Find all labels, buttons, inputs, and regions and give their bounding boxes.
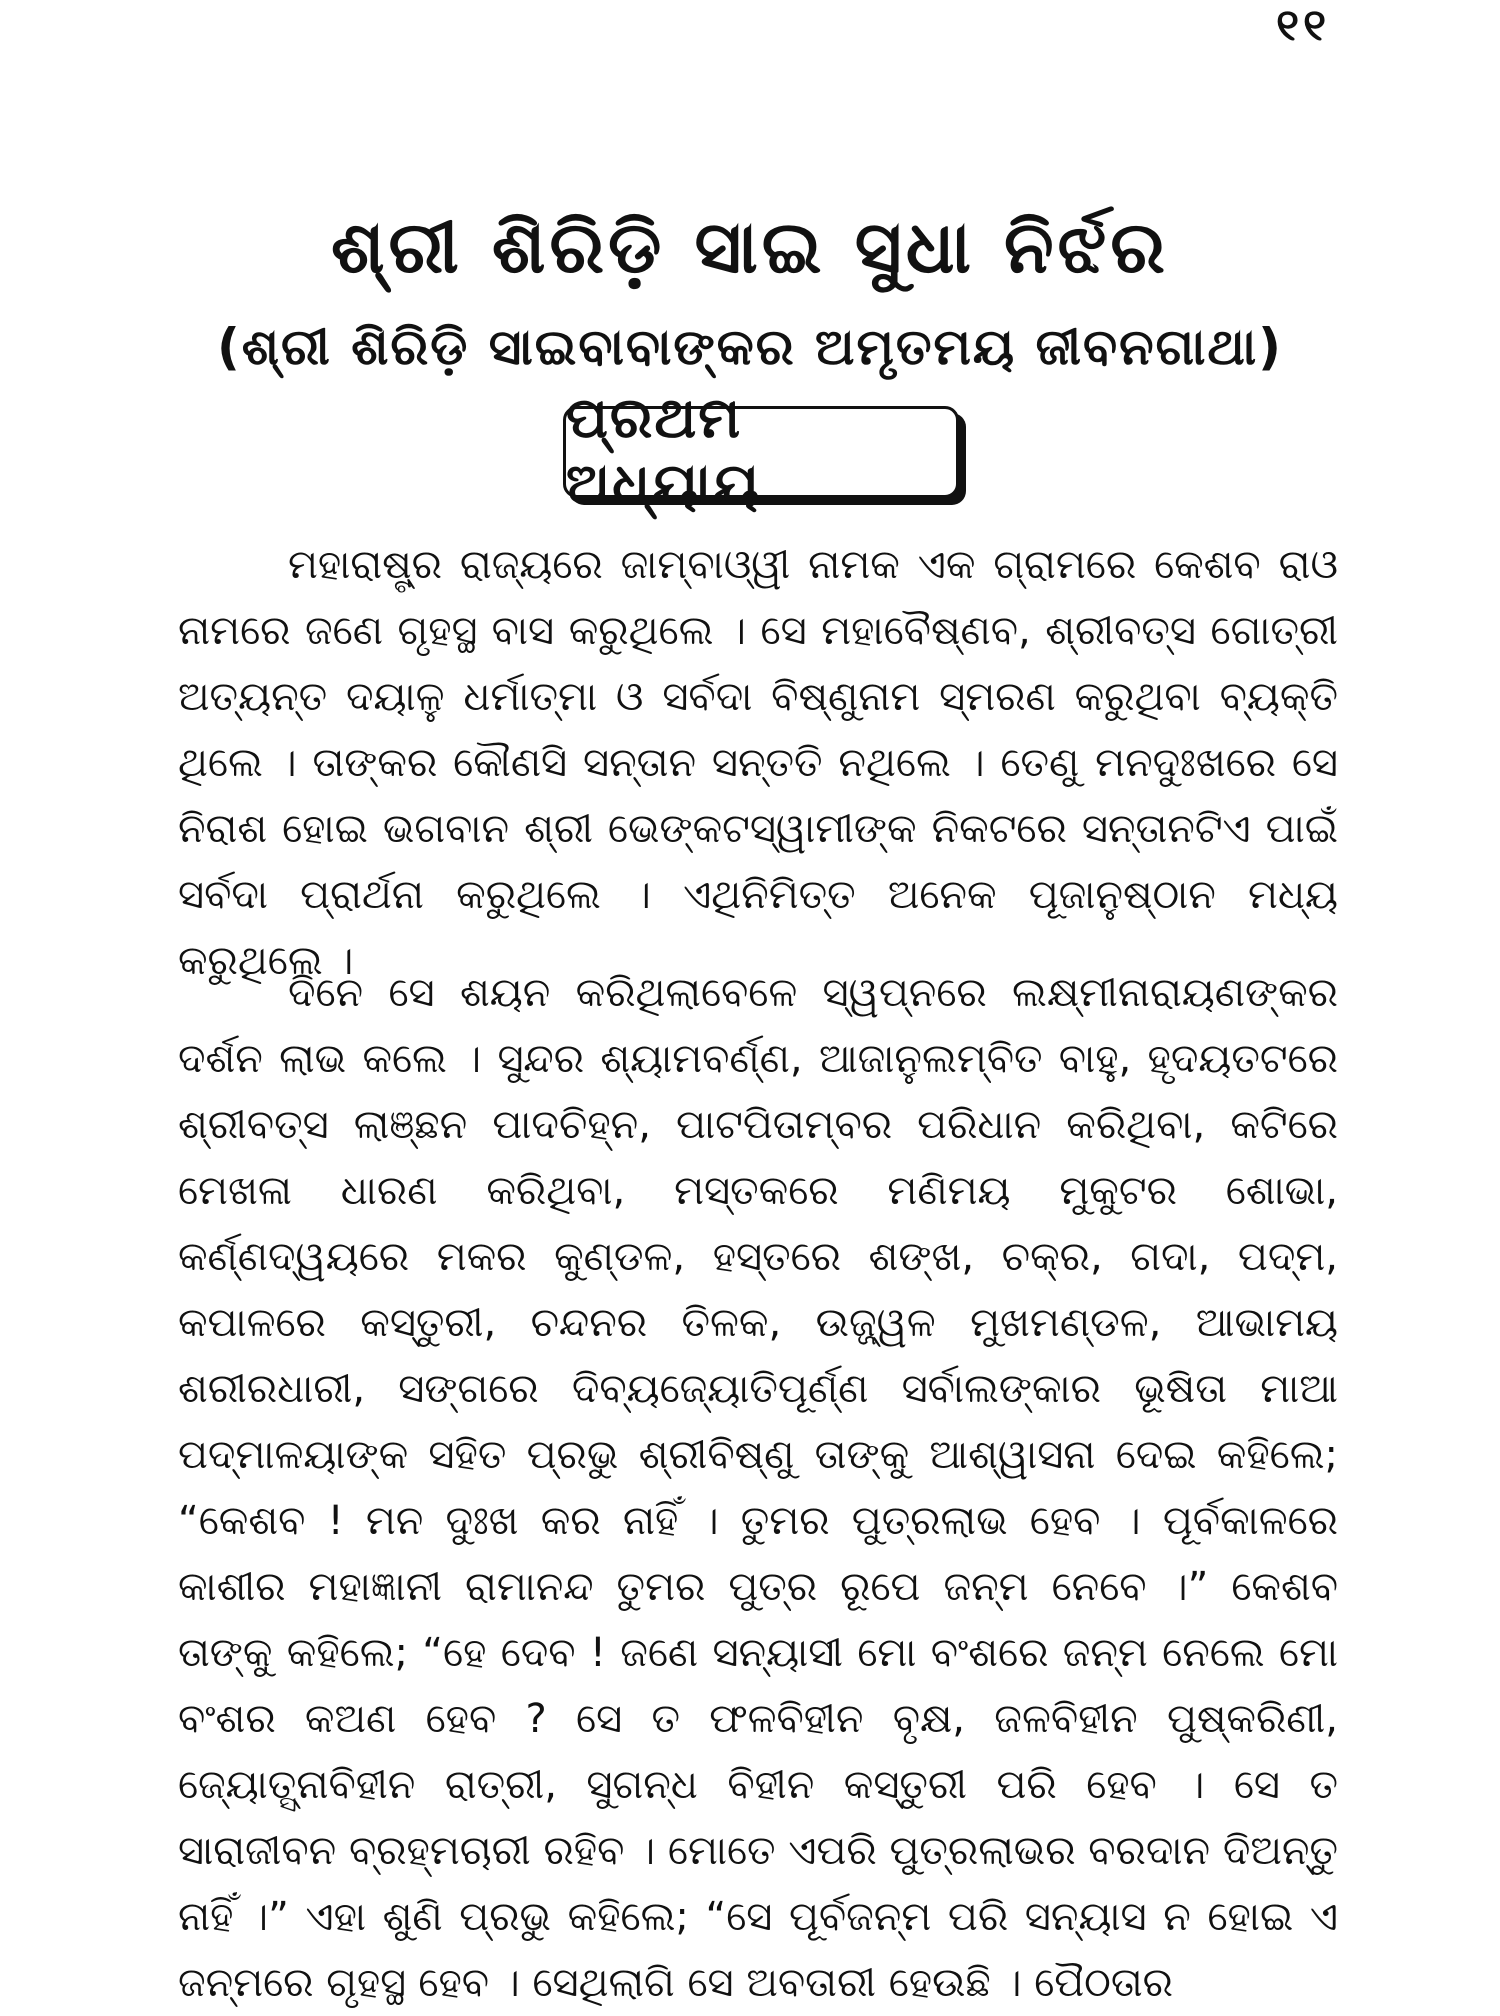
chapter-heading-box <box>563 386 959 517</box>
chapter-heading: ପ୍ରଥମ ଅଧ୍ୟାୟ <box>566 386 762 517</box>
book-title: ଶ୍ରୀ ଶିରିଡ଼ି ସାଇ ସୁଧା ନିର୍ଝର <box>330 205 1170 289</box>
paragraph-1: ମହାରାଷ୍ଟ୍ର ରାଜ୍ୟରେ ଜାମ୍‌ବାଓ୍ୱୀ ନାମକ ଏକ ଗ୍ରାମରେ କେଶବ ରାଓ ନାମରେ ଜଣେ ଗୃହସ୍ଥ ବାସ କରୁଥିଲେ । ସେ ମହାବୈଷ୍ଣବ, ଶ୍ରୀବତ୍ସ ଗୋତ୍ରୀ ଅତ୍ୟନ୍ତ ଦୟାଳୁ ଧର୍ମାତ୍ମା ଓ ସର୍ବଦା ବିଷ୍ଣୁନାମ ସ୍ମରଣ କରୁଥିବା ବ୍ୟକ୍ତି ଥିଲେ । ତାଙ୍କର କୌଣସି ସନ୍ତାନ ସନ୍ତତି ନଥିଲେ । ତେଣୁ ମନଦୁଃଖରେ ସେ ନିରାଶ ହୋଇ ଭଗବାନ ଶ୍ରୀ ଭେଙ୍କଟସ୍ୱାମୀଙ୍କ ନିକଟରେ ସନ୍ତାନଟିଏ ପାଇଁ ସର୍ବଦା ପ୍ରାର୍ଥନା କରୁଥିଲେ । ଏଥିନିମିତ୍ତ ଅନେକ ପୂଜାନୁଷ୍ଠାନ ମଧ୍ୟ କରୁଥିଲେ । <box>178 542 1338 984</box>
book-subtitle: (ଶ୍ରୀ ଶିରିଡ଼ି ସାଇବାବାଙ୍କର ଅମୃତମୟ ଜୀବନଗାଥା) <box>216 318 1284 376</box>
page-number: ୧୧ <box>1276 0 1330 51</box>
paragraph-2: ଦିନେ ସେ ଶୟନ କରିଥିଲାବେଳେ ସ୍ୱପ୍ନରେ ଲକ୍ଷ୍ମୀନାରାୟଣଙ୍କର ଦର୍ଶନ ଲାଭ କଲେ । ସୁନ୍ଦର ଶ୍ୟାମବର୍ଣ୍ଣ, ଆଜାନୁଲମ୍ବିତ ବାହୁ, ହୃଦୟତଟରେ ଶ୍ରୀବତ୍ସ ଲାଞ୍ଛନ ପାଦଚିହ୍ନ, ପାଟପିତାମ୍ବର ପରିଧାନ କରିଥିବା, କଟିରେ ମେଖଳା ଧାରଣ କରିଥିବା, ମସ୍ତକରେ ମଣିମୟ ମୁକୁଟର ଶୋଭା, କର୍ଣ୍ଣଦ୍ୱୟରେ ମକର କୁଣ୍ଡଳ, ହସ୍ତରେ ଶଙ୍ଖ, ଚକ୍ର, ଗଦା, ପଦ୍ମ, କପାଳରେ କସ୍ତୁରୀ, ଚନ୍ଦନର ତିଳକ, ଉଜ୍ଜ୍ୱଳ ମୁଖମଣ୍ଡଳ, ଆଭାମୟ ଶରୀରଧାରୀ, ସଙ୍ଗରେ ଦିବ୍ୟଜ୍ୟୋତିପୂର୍ଣ୍ଣ ସର୍ବାଲଙ୍କାର ଭୂଷିତା ମାଆ ପଦ୍ମାଳୟାଙ୍କ ସହିତ ପ୍ରଭୁ ଶ୍ରୀବିଷ୍ଣୁ ତାଙ୍କୁ ଆଶ୍ୱାସନା ଦେଇ କହିଲେ; “କେଶବ ! ମନ ଦୁଃଖ କର ନାହିଁ । ତୁମର ପୁତ୍ରଲାଭ ହେବ । ପୂର୍ବକାଳରେ କାଶୀର ମହାଜ୍ଞାନୀ ରାମାନନ୍ଦ ତୁମର ପୁତ୍ର ରୂପେ ଜନ୍ମ ନେବେ ।” କେଶବ ତାଙ୍କୁ କହିଲେ; “ହେ ଦେବ ! ଜଣେ ସନ୍ୟାସୀ ମୋ ବଂଶରେ ଜନ୍ମ ନେଲେ ମୋ ବଂଶର କଅଣ ହେବ ? ସେ ତ ଫଳବିହୀନ ବୃକ୍ଷ, ଜଳବିହୀନ ପୁଷ୍କରିଣୀ, ଜ୍ୟୋତ୍ସ୍ନାବିହୀନ ରାତ୍ରୀ, ସୁଗନ୍ଧ ବିହୀନ କସ୍ତୁରୀ ପରି ହେବ । ସେ ତ ସାରାଜୀବନ ବ୍ରହ୍ମଚାରୀ ରହିବ । ମୋତେ ଏପରି ପୁତ୍ରଲାଭର ବରଦାନ ଦିଅନ୍ତୁ ନାହିଁ ।” ଏହା ଶୁଣି ପ୍ରଭୁ କହିଲେ; “ସେ ପୂର୍ବଜନ୍ମ ପରି ସନ୍ୟାସ ନ ହୋଇ ଏ ଜନ୍ମରେ ଗୃହସ୍ଥ ହେବ । ସେଥିଲାଗି ସେ ଅବତାରୀ ହେଉଛି । ପୈଠତାର <box>178 970 1338 2006</box>
